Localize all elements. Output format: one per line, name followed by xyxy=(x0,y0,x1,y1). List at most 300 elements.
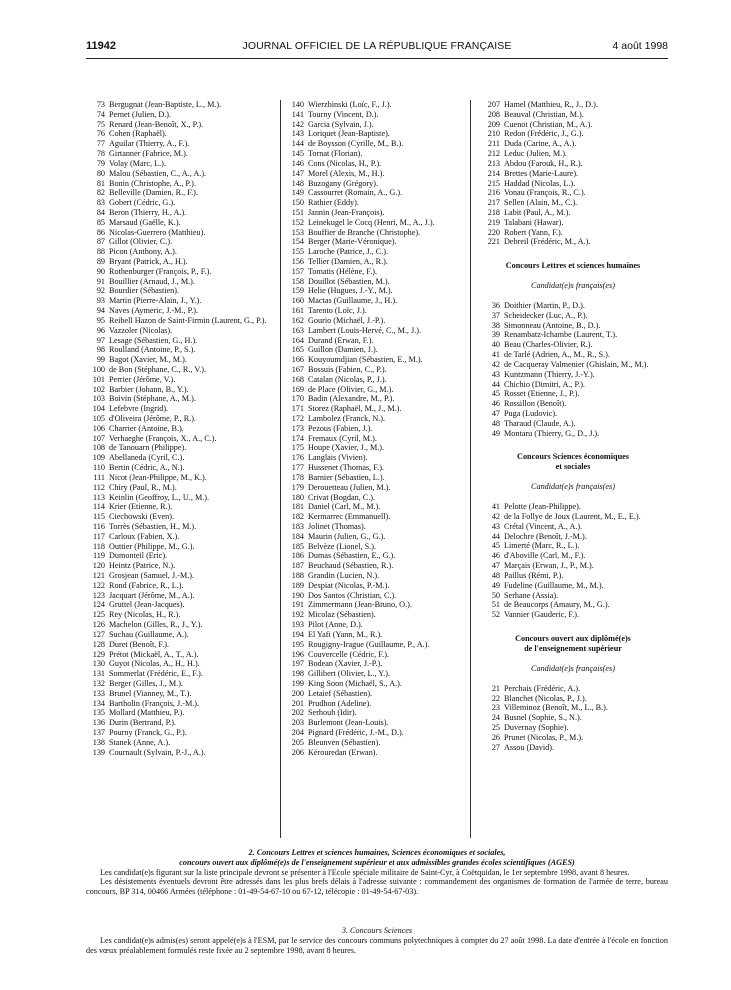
candidate-name: Pernet (Julien, D.). xyxy=(109,109,172,119)
rank-number: 41 xyxy=(491,502,500,512)
rank-number: 191 xyxy=(291,600,304,610)
rank-number: 127 xyxy=(92,629,105,639)
rank-number: 170 xyxy=(291,394,304,404)
candidate-name: Duvernay (Sophie). xyxy=(504,723,569,732)
list-item xyxy=(475,110,671,120)
list-item xyxy=(285,640,471,650)
list-item xyxy=(86,581,272,591)
rank-number: 136 xyxy=(92,718,105,728)
candidate-name: Badin (Alexandre, M., P.). xyxy=(308,394,395,404)
rank-number: 90 xyxy=(96,266,105,276)
candidate-name: de Tarlé (Adrien, A., M., R., S.). xyxy=(504,350,610,360)
rank-number: 99 xyxy=(96,355,105,365)
rank-number: 134 xyxy=(92,698,105,708)
candidate-name: Bouillier (Arnaud, J., M.). xyxy=(109,276,195,286)
rank-number: 37 xyxy=(491,310,500,320)
rank-number: 141 xyxy=(291,109,304,119)
list-item xyxy=(285,129,471,139)
rank-number: 123 xyxy=(92,590,105,600)
list-item xyxy=(86,296,272,306)
list-item xyxy=(86,551,272,561)
rank-number: 38 xyxy=(491,320,500,330)
candidate-name: Barbier (Johann, B., Y.). xyxy=(109,384,189,394)
list-item xyxy=(86,669,272,679)
list-item xyxy=(285,375,471,385)
rank-number: 197 xyxy=(291,659,304,669)
rank-number: 81 xyxy=(96,178,105,188)
candidate-name: Kouyoumdjian (Sébastien, E., M.). xyxy=(308,355,423,365)
list-item xyxy=(285,483,471,493)
rank-number: 95 xyxy=(96,315,105,325)
rank-number: 88 xyxy=(96,247,105,257)
rank-number: 24 xyxy=(491,713,500,723)
list-item xyxy=(285,453,471,463)
rank-number: 160 xyxy=(291,296,304,306)
rank-number: 144 xyxy=(291,139,304,149)
rank-number: 152 xyxy=(291,217,304,227)
rank-number: 216 xyxy=(487,188,500,198)
list-eco xyxy=(475,502,671,620)
rank-number: 109 xyxy=(92,453,105,463)
rank-number: 111 xyxy=(93,472,105,482)
candidate-name: Marçais (Erwan, J., P., M.). xyxy=(504,561,594,571)
candidate-name: de Tanouarn (Philippe). xyxy=(109,443,187,453)
candidate-name: Fremaux (Cyril, M.). xyxy=(308,433,377,443)
rank-number: 130 xyxy=(92,659,105,669)
list-item xyxy=(86,149,272,159)
list-item xyxy=(475,694,671,704)
candidate-name: Couvercelle (Cédric, F.). xyxy=(308,649,389,659)
journal-title: JOURNAL OFFICIEL DE LA RÉPUBLIQUE FRANÇAISE xyxy=(242,40,512,52)
list-item xyxy=(86,336,272,346)
rank-number: 43 xyxy=(491,369,500,379)
rank-number: 138 xyxy=(92,737,105,747)
rank-number: 49 xyxy=(491,580,500,590)
candidate-name: Tourny (Vincent, D.). xyxy=(308,109,379,119)
rank-number: 122 xyxy=(92,580,105,590)
candidate-name: Gruttel (Jean-Jacques). xyxy=(109,600,185,610)
rank-number: 148 xyxy=(291,178,304,188)
candidate-name: Rougigny-Irague (Guillaume, P., A.). xyxy=(308,639,430,649)
candidate-name: Gourio (Michaël, J.-P.). xyxy=(308,315,386,325)
candidate-name: Chiry (Paul, R., M.). xyxy=(109,482,177,492)
rank-number: 73 xyxy=(96,100,105,109)
list-item xyxy=(475,581,671,591)
column-2 xyxy=(280,100,471,838)
rank-number: 194 xyxy=(291,629,304,639)
list-item xyxy=(475,179,671,189)
candidate-name: Bleunven (Sébastien). xyxy=(308,737,381,747)
candidate-name: Tarento (Loïc, J.). xyxy=(308,306,367,316)
candidate-name: Machelon (Gilles, R., J., Y.). xyxy=(109,620,203,630)
rank-number: 168 xyxy=(291,374,304,384)
list-item xyxy=(475,228,671,238)
rank-number: 133 xyxy=(92,688,105,698)
list-item xyxy=(86,473,272,483)
candidate-name: Cassourret (Romain, A., G.). xyxy=(308,188,403,198)
candidate-name: Ciechowski (Even). xyxy=(109,512,175,522)
candidate-name: Prudhon (Adeline). xyxy=(308,698,372,708)
list-item xyxy=(86,453,272,463)
rank-number: 150 xyxy=(291,198,304,208)
candidate-name: d'Aboville (Carl, M., F.). xyxy=(504,551,586,561)
subheading-eco: Candidat(e)s français(es) xyxy=(531,482,615,492)
candidate-name: Bertin (Cédric, A., N.). xyxy=(109,463,185,473)
candidate-name: Cuenot (Christian, M., A.). xyxy=(504,119,593,129)
rank-number: 140 xyxy=(291,100,304,109)
rank-number: 51 xyxy=(491,600,500,610)
rank-number: 166 xyxy=(291,355,304,365)
candidate-name: Vonau (François, R., C.). xyxy=(504,188,586,198)
list-item xyxy=(475,100,671,110)
candidate-name: Lambert (Louis-Hervé, C., M., J.). xyxy=(308,325,422,335)
section-heading-lettres: Concours Lettres et sciences humaines xyxy=(505,261,641,271)
candidate-name: Durand (Erwan, F.). xyxy=(308,335,374,345)
candidate-name: Grosjean (Samuel, J.-M.). xyxy=(109,571,195,580)
list-item xyxy=(475,703,671,713)
candidate-name: Jolinet (Thomas). xyxy=(308,521,366,531)
rank-number: 36 xyxy=(491,301,500,310)
list-item xyxy=(285,286,471,296)
candidate-name: Brettes (Marie-Laure). xyxy=(504,168,579,178)
candidate-name: de Cacqueray Valmenier (Ghislain, M., M.). xyxy=(504,359,649,369)
candidate-name: Nicot (Jean-Philippe, M., K.). xyxy=(109,472,207,482)
rank-number: 177 xyxy=(291,463,304,473)
rank-number: 98 xyxy=(96,345,105,355)
candidate-name: Reibell Hazon de Saint-Firmin (Laurent, G., P.). xyxy=(109,315,267,325)
candidate-name: Vazzoler (Nicolas). xyxy=(109,325,173,335)
list-item xyxy=(475,340,671,350)
rank-number: 39 xyxy=(491,330,500,340)
rank-number: 52 xyxy=(491,610,500,620)
list-item xyxy=(475,370,671,380)
list-item xyxy=(285,718,471,728)
rank-number: 202 xyxy=(291,708,304,718)
candidate-name: Rossillon (Benoît). xyxy=(504,399,567,409)
candidate-name: Hamel (Matthieu, R., J., D.). xyxy=(504,100,598,109)
list-item xyxy=(86,699,272,709)
rank-number: 180 xyxy=(291,492,304,502)
rank-number: 46 xyxy=(491,399,500,409)
rank-number: 132 xyxy=(92,678,105,688)
footer-section-3 xyxy=(86,926,668,955)
list-item xyxy=(285,100,471,110)
rank-number: 156 xyxy=(291,257,304,266)
candidate-name: Robert (Yann, F.). xyxy=(504,227,563,237)
rank-number: 25 xyxy=(491,723,500,732)
list-item xyxy=(285,591,471,601)
candidate-name: Maurin (Julien, G., G.). xyxy=(308,531,386,541)
rank-number: 145 xyxy=(291,149,304,159)
list-item xyxy=(475,198,671,208)
list-item xyxy=(285,179,471,189)
candidate-name: Aguilar (Thierry, A., F.). xyxy=(109,139,190,149)
rank-number: 74 xyxy=(96,109,105,119)
rank-number: 121 xyxy=(92,571,105,580)
list-item xyxy=(86,502,272,512)
list-item xyxy=(86,100,272,110)
rank-number: 173 xyxy=(291,423,304,433)
list-item xyxy=(475,301,671,311)
candidate-name: Lefebvre (Ingrid). xyxy=(109,404,169,414)
list-item xyxy=(86,542,272,552)
candidate-name: Marsaud (Gaëlle, K.). xyxy=(109,217,181,227)
subheading-diplomes: Candidat(e)s français(es) xyxy=(531,663,615,673)
rank-number: 174 xyxy=(291,433,304,443)
list-item xyxy=(285,669,471,679)
candidate-name: Boivin (Stéphane, A., M.). xyxy=(109,394,196,404)
list-item xyxy=(475,321,671,331)
rank-number: 124 xyxy=(92,600,105,610)
rank-number: 157 xyxy=(291,266,304,276)
candidate-name: El Yafi (Yann, M., R.). xyxy=(308,629,383,639)
rank-number: 107 xyxy=(92,433,105,443)
list-item xyxy=(86,110,272,120)
candidate-name: Carloux (Fabien, X.). xyxy=(109,531,180,541)
candidate-name: Jannin (Jean-François). xyxy=(308,207,385,217)
list-item xyxy=(86,591,272,601)
candidate-name: Daniel (Carl, M., M.). xyxy=(308,502,381,512)
candidate-name: Redon (Frédéric, J., G.). xyxy=(504,129,584,139)
candidate-name: Tharaud (Claude, A.). xyxy=(504,418,576,428)
list-item xyxy=(285,365,471,375)
subheading-lettres: Candidat(e)s français(es) xyxy=(531,281,615,291)
rank-number: 182 xyxy=(291,512,304,522)
candidate-name: Simonneau (Antoine, B., D.). xyxy=(504,320,601,330)
candidate-name: Limerté (Marc, R., L.). xyxy=(504,541,580,551)
list-item xyxy=(475,429,671,439)
list-item xyxy=(86,277,272,287)
list-item xyxy=(86,561,272,571)
rank-number: 196 xyxy=(291,649,304,659)
list-item xyxy=(285,571,471,581)
candidate-name: Perchais (Frédéric, A.). xyxy=(504,683,581,693)
rank-number: 49 xyxy=(491,428,500,438)
list-item xyxy=(285,493,471,503)
rank-number: 78 xyxy=(96,149,105,159)
rank-number: 87 xyxy=(96,237,105,247)
list-item xyxy=(285,630,471,640)
list-item xyxy=(475,571,671,581)
candidate-name: Perrier (Jérôme, V.). xyxy=(109,374,176,384)
list-item xyxy=(475,684,671,694)
candidate-name: Vannier (Gauderic, F.). xyxy=(504,610,580,620)
list-item xyxy=(285,689,471,699)
list-item xyxy=(86,286,272,296)
rank-number: 125 xyxy=(92,610,105,620)
rank-number: 82 xyxy=(96,188,105,198)
rank-number: 163 xyxy=(291,325,304,335)
candidate-name: de Bon (Stéphane, C., R., V.). xyxy=(109,364,207,374)
list-item xyxy=(475,409,671,419)
candidate-name: Rathier (Eddy). xyxy=(308,198,359,208)
rank-number: 84 xyxy=(96,207,105,217)
list-item xyxy=(285,345,471,355)
candidate-name: Berger (Gilles, J., M.). xyxy=(109,678,183,688)
candidate-name: Beuchaud (Sébastien, R.). xyxy=(308,561,394,571)
list-item xyxy=(285,620,471,630)
candidate-name: Barnier (Sébastien, L.). xyxy=(308,472,385,482)
list-item xyxy=(285,708,471,718)
list-item xyxy=(285,188,471,198)
list-item xyxy=(285,748,471,758)
candidate-name: Tellier (Damien, A., R.). xyxy=(308,257,388,266)
candidate-name: Kermarrec (Emmanuell). xyxy=(308,512,391,522)
rank-number: 45 xyxy=(491,389,500,399)
page-number: 11942 xyxy=(86,40,116,52)
candidate-name: Lambolez (Franck, N.). xyxy=(308,414,386,423)
rank-number: 200 xyxy=(291,688,304,698)
list-item xyxy=(86,237,272,247)
list-item xyxy=(86,630,272,640)
candidate-name: Wierzbinski (Loïc, F., J.). xyxy=(308,100,392,109)
list-item xyxy=(475,389,671,399)
list-item xyxy=(86,159,272,169)
rank-number: 167 xyxy=(291,364,304,374)
list-item xyxy=(475,600,671,610)
candidate-name: Langlais (Vivien). xyxy=(308,453,368,463)
candidate-name: Bourdier (Sébastien). xyxy=(109,286,180,296)
candidate-name: Gillot (Olivier, C.). xyxy=(109,237,173,247)
rank-number: 131 xyxy=(92,669,105,679)
rank-number: 103 xyxy=(92,394,105,404)
candidate-name: Pilot (Anne, D.). xyxy=(308,620,363,630)
list-item xyxy=(285,404,471,414)
candidate-name: Abellaneda (Cyril, C.). xyxy=(109,453,185,463)
rank-number: 155 xyxy=(291,247,304,257)
rank-number: 183 xyxy=(291,521,304,531)
candidate-name: Derouetteau (Julien, M.). xyxy=(308,482,391,492)
candidate-name: Lesage (Sébastien, G., H.). xyxy=(109,335,198,345)
candidate-name: Assou (David). xyxy=(504,742,555,752)
list-item xyxy=(285,650,471,660)
candidate-name: Pezous (Fabien, J.). xyxy=(308,423,373,433)
section-2-paragraph-1: Les candidat(e)s figurant sur la liste principale devront se présenter à l'Ecole spéciale militaire de Saint-Cyr, à Coëtquidan, le 1er septembre 1998, avant 8 heures. xyxy=(100,867,630,877)
rank-number: 171 xyxy=(291,404,304,414)
candidate-name: Beron (Thierry, H., A.). xyxy=(109,207,187,217)
rank-number: 47 xyxy=(491,408,500,418)
rank-number: 42 xyxy=(491,512,500,521)
candidate-name: Abdou (Farouk, H., R.). xyxy=(504,158,583,168)
candidate-name: Mactas (Guillaume, J., H.). xyxy=(308,296,398,306)
list-item xyxy=(475,330,671,340)
rank-number: 100 xyxy=(92,364,105,374)
candidate-name: Bergugnat (Jean-Baptiste, L., M.). xyxy=(109,100,222,109)
rank-number: 211 xyxy=(488,139,500,149)
list-item xyxy=(475,237,671,247)
list-item xyxy=(285,267,471,277)
column-3 xyxy=(470,100,671,838)
list-item xyxy=(86,689,272,699)
rank-number: 120 xyxy=(92,561,105,571)
candidate-name: Serhane (Assia). xyxy=(504,590,559,600)
candidate-name: Prunet (Nicolas, P., M.). xyxy=(504,732,584,742)
candidate-name: Volay (Marc, L.). xyxy=(109,158,166,168)
candidate-name: Crivat (Bogdan, C.). xyxy=(308,492,376,502)
candidate-name: Rey (Nicolas, H., R.). xyxy=(109,610,181,620)
candidate-name: Morel (Alexis, M., H.). xyxy=(308,168,385,178)
rank-number: 217 xyxy=(487,198,500,208)
candidate-name: Burlemont (Jean-Louis). xyxy=(308,718,389,728)
rank-number: 45 xyxy=(491,541,500,551)
candidate-name: Mollard (Matthieu, P.). xyxy=(109,708,185,718)
rank-number: 128 xyxy=(92,639,105,649)
candidate-name: Gobert (Cédric, G.). xyxy=(109,198,176,208)
candidate-name: Storez (Raphaël, M., J., M.). xyxy=(308,404,402,414)
list-lettres xyxy=(475,301,671,438)
rank-number: 85 xyxy=(96,217,105,227)
candidate-name: Martin (Pierre-Alain, J., Y.). xyxy=(109,296,202,306)
list-item xyxy=(86,375,272,385)
rank-number: 213 xyxy=(487,158,500,168)
list-item xyxy=(86,394,272,404)
rank-number: 92 xyxy=(96,286,105,296)
candidate-name: Torrès (Sébastien, H., M.). xyxy=(109,521,197,531)
candidate-name: Cons (Nicolas, H., P.). xyxy=(308,158,382,168)
list-item xyxy=(86,483,272,493)
rank-number: 40 xyxy=(491,340,500,350)
rank-number: 108 xyxy=(92,443,105,453)
list-item xyxy=(285,336,471,346)
list-item xyxy=(285,728,471,738)
rank-number: 76 xyxy=(96,129,105,139)
candidate-name: Micolaz (Sébastien). xyxy=(308,610,376,620)
list-item xyxy=(86,443,272,453)
rank-number: 118 xyxy=(93,541,105,551)
list-item xyxy=(86,404,272,414)
list-item xyxy=(285,394,471,404)
list-item xyxy=(86,365,272,375)
rank-number: 86 xyxy=(96,227,105,237)
section-3-paragraph: Les candidat(e)s admis(es) seront appelé(e)s à l'ESM, par le service des concours communs polytechniques à compter du 27 août 1998. La date d'entrée à l'école en fonction des vœux préalablement formulés reste fixée au 2 septembre 1998, avant 8 heures. xyxy=(86,935,668,955)
list-item xyxy=(475,399,671,409)
rank-number: 189 xyxy=(291,580,304,590)
list-item xyxy=(475,149,671,159)
list-item xyxy=(285,385,471,395)
candidate-name: Rothenburger (François, P., F.). xyxy=(109,266,212,276)
list-item xyxy=(285,149,471,159)
list-item xyxy=(86,208,272,218)
rank-number: 181 xyxy=(291,502,304,512)
section-2-title-line1: 2. Concours Lettres et sciences humaines, Sciences économiques et sociales, xyxy=(248,848,506,857)
candidate-name: Gillibert (Olivier, L., Y.). xyxy=(308,669,390,679)
rank-number: 178 xyxy=(291,472,304,482)
rank-number: 114 xyxy=(93,502,105,512)
rank-number: 79 xyxy=(96,158,105,168)
list-item xyxy=(475,713,671,723)
candidate-name: Garcia (Sylvain, J.). xyxy=(308,119,374,129)
list-item xyxy=(285,522,471,532)
candidate-name: Tornat (Florian). xyxy=(308,149,363,159)
candidate-name: Beau (Charles-Olivier, R.). xyxy=(504,340,593,350)
list-item xyxy=(86,679,272,689)
candidate-name: Houpe (Xavier, J., M.). xyxy=(308,443,385,453)
rank-number: 203 xyxy=(291,718,304,728)
list-item xyxy=(285,228,471,238)
candidate-name: Serhouh (Idir). xyxy=(308,708,357,718)
candidate-name: Berger (Marie-Véronique). xyxy=(308,237,397,247)
list-item xyxy=(86,738,272,748)
list-item xyxy=(285,110,471,120)
candidate-name: Bartholin (François, J.-M.). xyxy=(109,698,200,708)
rank-number: 207 xyxy=(487,100,500,109)
list-item xyxy=(285,561,471,571)
candidate-name: Stanek (Anne, A.). xyxy=(109,737,171,747)
rank-number: 221 xyxy=(487,237,500,247)
rank-number: 154 xyxy=(291,237,304,247)
list-main-continued xyxy=(475,100,671,247)
rank-number: 147 xyxy=(291,168,304,178)
